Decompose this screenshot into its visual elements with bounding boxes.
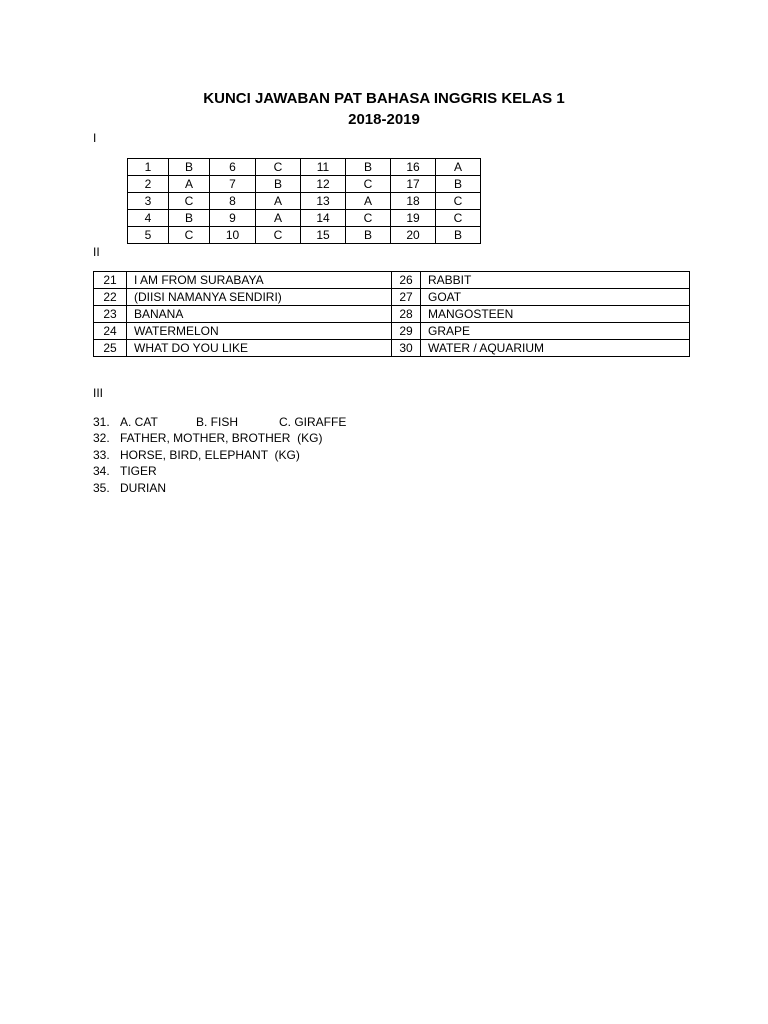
answer-text-cell: RABBIT [421,272,690,289]
question-number-cell: 2 [128,176,169,193]
question-number-cell: 17 [391,176,436,193]
multiple-choice-answer-table [127,158,481,244]
list-text: HORSE, BIRD, ELEPHANT (KG) [120,448,300,462]
question-number-cell: 23 [94,306,127,323]
document-title: KUNCI JAWABAN PAT BAHASA INGGRIS KELAS 1 [203,90,565,107]
answer-key-cell: C [346,210,391,227]
section-label-2: II [93,245,100,259]
question-number-cell: 21 [94,272,127,289]
list-number: 33. [93,448,110,462]
list-text: DURIAN [120,481,167,495]
question-number-cell: 10 [210,227,256,244]
list-item-31 [93,414,346,430]
table-row [128,159,481,176]
answer-key-cell: B [346,227,391,244]
question-number-cell: 1 [128,159,169,176]
question-number-cell: 6 [210,159,256,176]
answer-key-cell: B [346,159,391,176]
table-row [94,323,690,340]
question-number-cell: 13 [301,193,346,210]
answer-key-cell: A [436,159,481,176]
answer-key-cell: A [346,193,391,210]
answer-key-cell: B [256,176,301,193]
question-number-cell: 20 [391,227,436,244]
answer-key-cell: B [436,227,481,244]
answer-key-cell: C [256,159,301,176]
question-number-cell: 30 [392,340,421,357]
answer-key-cell: C [436,193,481,210]
question-number-cell: 14 [301,210,346,227]
question-number-cell: 16 [391,159,436,176]
question-number-cell: 29 [392,323,421,340]
short-answer-table [93,271,690,357]
answer-key-cell: C [346,176,391,193]
question-number-cell: 15 [301,227,346,244]
table-row [128,210,481,227]
answer-text-cell: (DIISI NAMANYA SENDIRI) [127,289,392,306]
question-number-cell: 11 [301,159,346,176]
answer-key-cell: A [169,176,210,193]
section-label-3: III [93,386,104,400]
list-item-35 [93,480,166,496]
question-number-cell: 27 [392,289,421,306]
answer-text-cell: GRAPE [421,323,690,340]
question-number-cell: 8 [210,193,256,210]
table-row [128,176,481,193]
question-number-cell: 3 [128,193,169,210]
question-number-cell: 7 [210,176,256,193]
option-b: B. FISH [196,415,239,429]
question-number-cell: 25 [94,340,127,357]
question-number-cell: 19 [391,210,436,227]
list-number: 32. [93,431,110,445]
answer-key-cell: C [436,210,481,227]
list-number: 31. [93,415,110,429]
option-c: C. GIRAFFE [279,415,347,429]
answer-key-cell: B [169,159,210,176]
list-text: FATHER, MOTHER, BROTHER (KG) [120,431,323,445]
question-number-cell: 9 [210,210,256,227]
list-item-33 [93,447,300,463]
answer-text-cell: WATER / AQUARIUM [421,340,690,357]
table-row [94,289,690,306]
question-number-cell: 26 [392,272,421,289]
question-number-cell: 18 [391,193,436,210]
question-number-cell: 28 [392,306,421,323]
answer-key-cell: C [256,227,301,244]
option-a: A. CAT [120,415,158,429]
answer-key-cell: C [169,227,210,244]
answer-key-cell: A [256,193,301,210]
table-row [128,193,481,210]
document-year: 2018-2019 [348,111,420,128]
list-item-32 [93,430,322,446]
answer-text-cell: WATERMELON [127,323,392,340]
section-label-1: I [93,131,97,145]
table-row [94,340,690,357]
answer-text-cell: I AM FROM SURABAYA [127,272,392,289]
answer-key-cell: A [256,210,301,227]
answer-text-cell: WHAT DO YOU LIKE [127,340,392,357]
question-number-cell: 12 [301,176,346,193]
answer-key-cell: B [169,210,210,227]
answer-key-cell: C [169,193,210,210]
list-text: TIGER [120,464,157,478]
answer-key-cell: B [436,176,481,193]
list-number: 35. [93,481,110,495]
list-item-34 [93,463,157,479]
answer-text-cell: GOAT [421,289,690,306]
question-number-cell: 4 [128,210,169,227]
list-number: 34. [93,464,110,478]
table-row [94,306,690,323]
question-number-cell: 5 [128,227,169,244]
table-row [94,272,690,289]
answer-text-cell: MANGOSTEEN [421,306,690,323]
table-row [128,227,481,244]
question-number-cell: 24 [94,323,127,340]
answer-text-cell: BANANA [127,306,392,323]
question-number-cell: 22 [94,289,127,306]
